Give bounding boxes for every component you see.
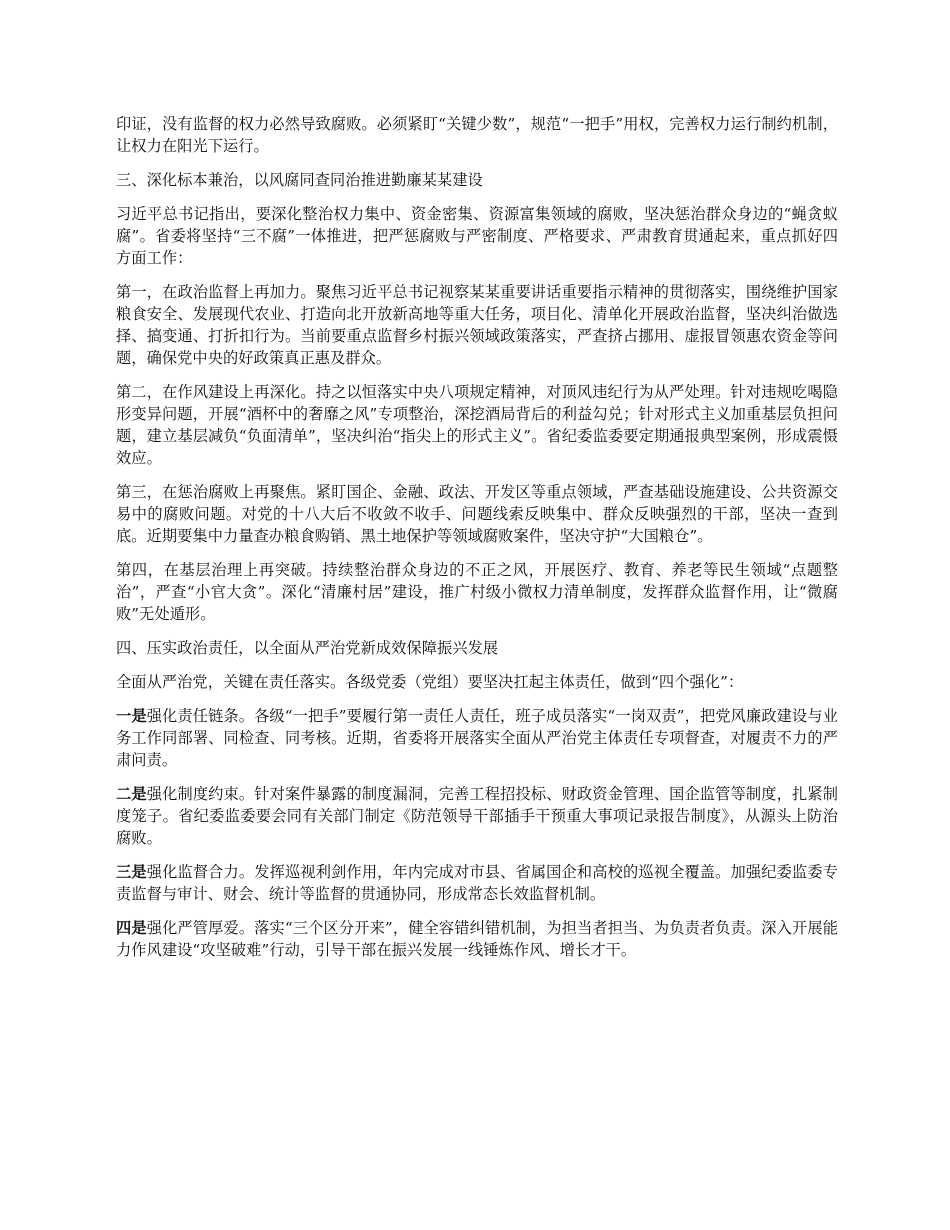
section-heading-4: 四、压实政治责任，以全面从严治党新成效保障振兴发展	[116, 639, 499, 657]
list-item	[116, 861, 838, 905]
document-body	[116, 113, 838, 973]
paragraph: 印证，没有监督的权力必然导致腐败。必须紧盯“关键少数”，规范“一把手”用权，完善权力运行制约机制，让权力在阳光下运行。	[116, 115, 838, 155]
list-item	[116, 705, 838, 771]
item-lead: 四是	[116, 919, 147, 937]
paragraph: 习近平总书记指出，要深化整治权力集中、资金密集、资源富集领域的腐败，坚决惩治群众身边的“蝇贪蚁腐”。省委将坚持“三不腐”一体推进，把严惩腐败与严密制度、严格要求、严肃教育贯通起来，重点抓好四方面工作：	[116, 205, 838, 267]
paragraph: 第二，在作风建设上再深化。持之以恒落实中央八项规定精神，对顶风违纪行为从严处理。针对违规吃喝隐形变异问题，开展“酒杯中的奢靡之风”专项整治，深挖酒局背后的利益勾兑；针对形式主义加重基层负担问题，建立基层减负“负面清单”，坚决纠治“指尖上的形式主义”。省纪委监委要定期通报典型案例，形成震慑效应。	[116, 383, 838, 467]
item-text: 强化责任链条。各级“一把手”要履行第一责任人责任，班子成员落实“一岗双责”，把党风廉政建设与业务工作同部署、同检查、同考核。近期，省委将开展落实全面从严治党主体责任专项督查，对履责不力的严肃问责。	[116, 707, 838, 769]
item-text: 强化严管厚爱。落实“三个区分开来”，健全容错纠错机制，为担当者担当、为负责者负责。深入开展能力作风建设“攻坚破难”行动，引导干部在振兴发展一线锤炼作风、增长才干。	[116, 919, 838, 959]
item-text: 强化制度约束。针对案件暴露的制度漏洞，完善工程招投标、财政资金管理、国企监管等制度，扎紧制度笼子。省纪委监委要会同有关部门制定《防范领导干部插手干预重大事项记录报告制度》，从源头上防治腐败。	[116, 785, 839, 847]
paragraph: 第三，在惩治腐败上再聚焦。紧盯国企、金融、政法、开发区等重点领域，严查基础设施建设、公共资源交易中的腐败问题。对党的十八大后不收敛不收手、问题线索反映集中、群众反映强烈的干部，坚决一查到底。近期要集中力量查办粮食购销、黑土地保护等领域腐败案件，坚决守护“大国粮仓”。	[116, 483, 838, 545]
item-lead: 一是	[116, 707, 147, 725]
item-lead: 二是	[116, 785, 147, 803]
paragraph: 全面从严治党，关键在责任落实。各级党委（党组）要坚决扛起主体责任，做到“四个强化”：	[116, 673, 744, 691]
list-item	[116, 783, 838, 849]
list-item	[116, 917, 838, 961]
item-lead: 三是	[116, 863, 147, 881]
item-text: 强化监督合力。发挥巡视利剑作用，年内完成对市县、省属国企和高校的巡视全覆盖。加强纪委监委专责监督与审计、财会、统计等监督的贯通协同，形成常态长效监督机制。	[116, 863, 839, 903]
section-heading-3: 三、深化标本兼治，以风腐同查同治推进勤廉某某建设	[116, 171, 483, 189]
paragraph: 第四，在基层治理上再突破。持续整治群众身边的不正之风，开展医疗、教育、养老等民生领域“点题整治”，严查“小官大贪”。深化“清廉村居”建设，推广村级小微权力清单制度，发挥群众监督作用，让“微腐败”无处遁形。	[116, 561, 838, 623]
paragraph: 第一，在政治监督上再加力。聚焦习近平总书记视察某某重要讲话重要指示精神的贯彻落实，围绕维护国家粮食安全、发展现代农业、打造向北开放新高地等重大任务，项目化、清单化开展政治监督，坚决纠治做选择、搞变通、打折扣行为。当前要重点监督乡村振兴领域政策落实，严查挤占挪用、虚报冒领惠农资金等问题，确保党中央的好政策真正惠及群众。	[116, 283, 838, 367]
